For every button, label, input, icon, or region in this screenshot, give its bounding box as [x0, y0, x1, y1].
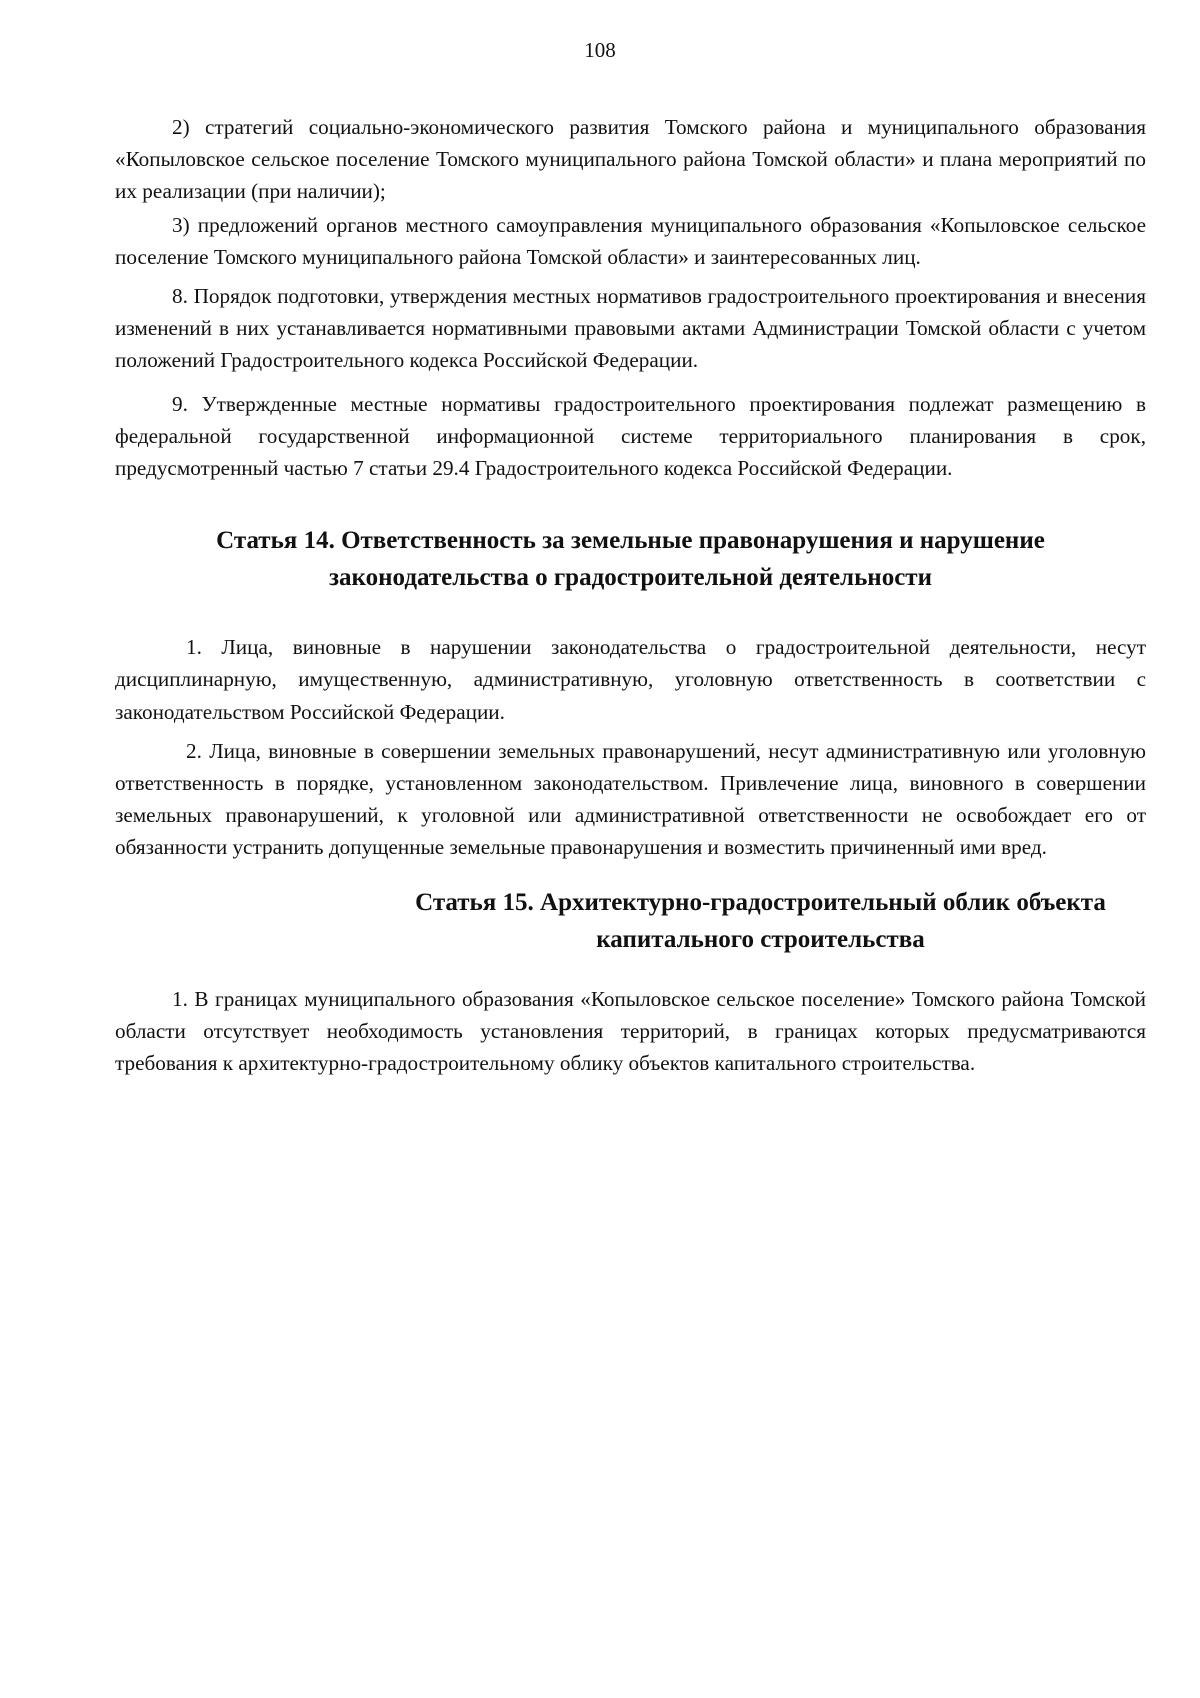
document-body: [115, 111, 1146, 1079]
article-15-title: [115, 884, 1146, 958]
article-15-title-line-2: капитального строительства: [596, 925, 925, 953]
article-14-title: [115, 522, 1146, 596]
paragraph-proposals: 3) предложений органов местного самоуправления муниципального образования «Копыловское сельское поселение Томского муниципального района Томской области» и заинтересованных лиц.: [115, 212, 1146, 269]
article-14-paragraph-1: 1. Лица, виновные в нарушении законодательства о градостроительной деятельности, несут дисциплинарную, имущественную, административную, уголовную ответственность в соответствии с законодательством Российской Федерации.: [115, 635, 1146, 724]
article-14-paragraph-2: 2. Лица, виновные в совершении земельных правонарушений, несут административную или уголовную ответственность в порядке, установленном законодательством. Привлечение лица, виновного в совершении земельных правонарушений, к уголовной или административной ответственности не освобождает его от обязанности устранить допущенные земельные правонарушения и возместить причиненный ими вред.: [115, 738, 1146, 860]
article-14-title-line-1: Статья 14. Ответственность за земельные правонарушения и нарушение: [216, 527, 1045, 555]
paragraph-strategies: 2) стратегий социально-экономического развития Томского района и муниципального образования «Копыловское сельское поселение Томского муниципального района Томской области» и плана мероприятий по их реализации (при наличии);: [115, 115, 1146, 204]
article-14-title-line-2: законодательства о градостроительной деятельности: [329, 564, 932, 592]
page-number: 108: [584, 38, 616, 62]
article-15-title-line-1: Статья 15. Архитектурно-градостроительный облик объекта: [415, 888, 1106, 916]
paragraph-item-8: 8. Порядок подготовки, утверждения местных нормативов градостроительного проектирования и внесения изменений в них устанавливается нормативными правовыми актами Администрации Томской области с учетом положений Градостроительного кодекса Российской Федерации.: [115, 284, 1146, 373]
article-15-paragraph-1: 1. В границах муниципального образования «Копыловское сельское поселение» Томского района Томской области отсутствует необходимость установления территорий, в границах которых предусматриваются требования к архитектурно-градостроительному облику объектов капитального строительства.: [115, 986, 1146, 1076]
paragraph-item-9: 9. Утвержденные местные нормативы градостроительного проектирования подлежат размещению в федеральной государственной информационной системе территориального планирования в срок, предусмотренный частью 7 статьи 29.4 Градостроительного кодекса Российской Федерации.: [115, 391, 1146, 481]
